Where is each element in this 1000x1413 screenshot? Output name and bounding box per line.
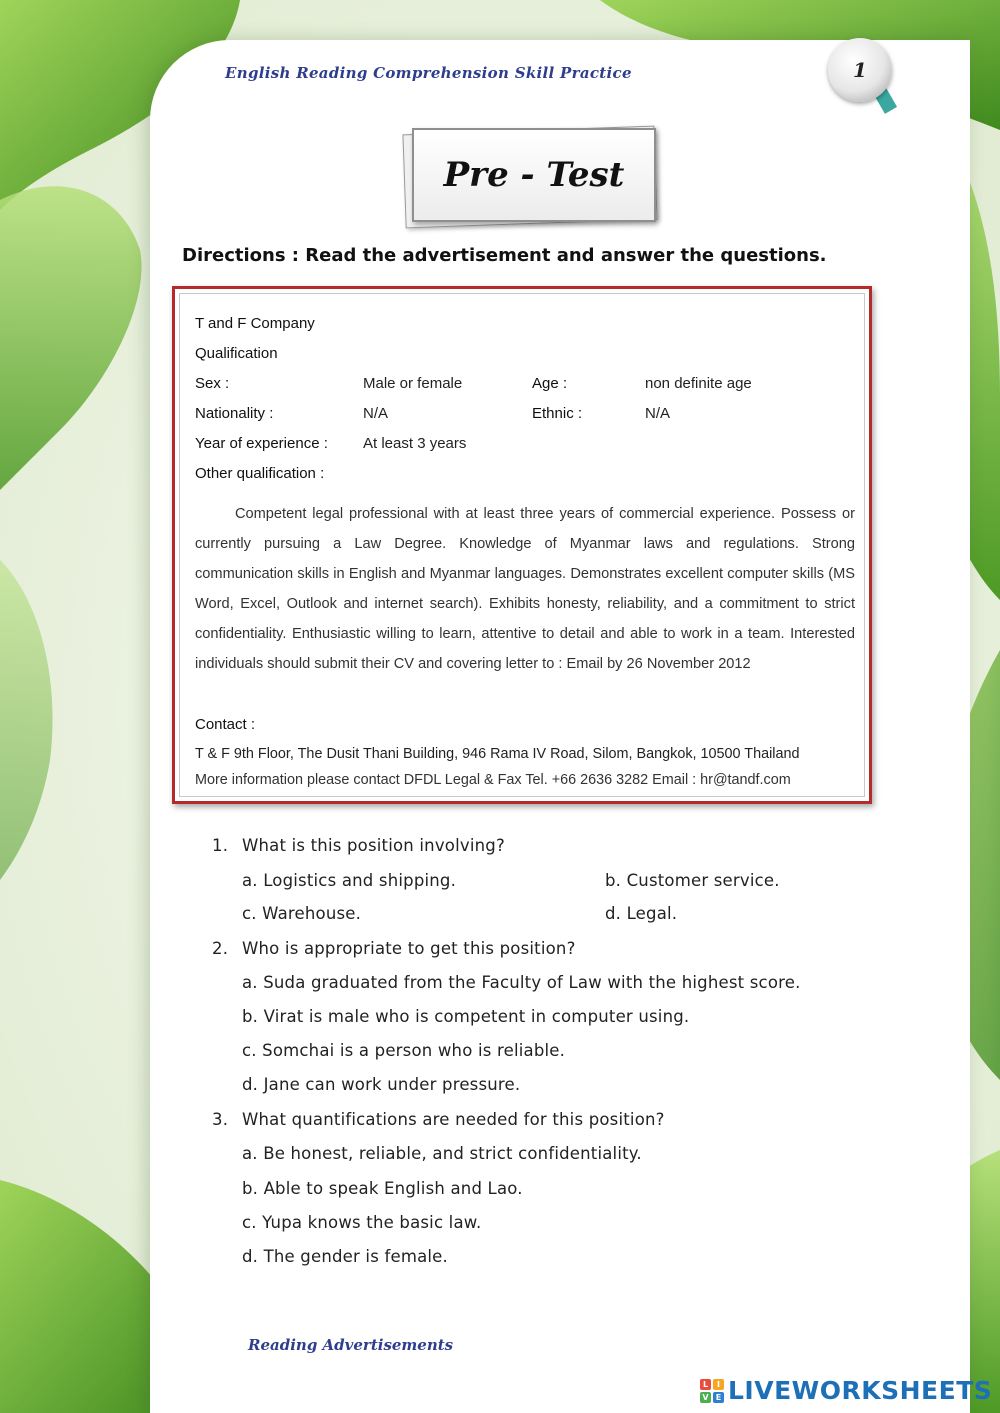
- nationality-label: Nationality :: [195, 405, 274, 422]
- company-name: T and F Company: [195, 315, 315, 332]
- answer-option[interactable]: d. The gender is female.: [242, 1247, 448, 1266]
- question-text: What is this position involving?: [242, 836, 505, 855]
- experience-value: At least 3 years: [363, 435, 467, 452]
- other-qualification-label: Other qualification :: [195, 465, 325, 482]
- page-number-badge: 1: [828, 38, 892, 102]
- answer-option[interactable]: b. Customer service.: [605, 871, 780, 890]
- page-title: Pre - Test: [443, 155, 625, 195]
- answer-option[interactable]: a. Suda graduated from the Faculty of Law with the highest score.: [242, 973, 801, 992]
- contact-address: T & F 9th Floor, The Dusit Thani Building, 946 Rama IV Road, Silom, Bangkok, 10500 Thailand: [195, 746, 800, 762]
- answer-option[interactable]: d. Legal.: [605, 904, 678, 923]
- qualification-label: Qualification: [195, 345, 278, 362]
- directions-text: Directions : Read the advertisement and answer the questions.: [182, 245, 827, 266]
- age-label: Age :: [532, 375, 568, 392]
- logo-square: L: [700, 1379, 711, 1390]
- ethnic-value: N/A: [645, 405, 671, 422]
- question-text: What quantifications are needed for this position?: [242, 1110, 665, 1129]
- ethnic-label: Ethnic :: [532, 405, 583, 422]
- contact-label: Contact :: [195, 716, 256, 733]
- series-title: English Reading Comprehension Skill Practice: [225, 64, 632, 82]
- logo-square: V: [700, 1392, 711, 1403]
- answer-option[interactable]: c. Warehouse.: [242, 904, 362, 923]
- nationality-value: N/A: [363, 405, 389, 422]
- answer-option[interactable]: b. Able to speak English and Lao.: [242, 1179, 523, 1198]
- sex-label: Sex :: [195, 375, 230, 392]
- title-card: [412, 128, 656, 222]
- logo-square: E: [713, 1392, 724, 1403]
- logo-text: LIVEWORKSHEETS: [728, 1376, 993, 1405]
- answer-option[interactable]: b. Virat is male who is competent in computer using.: [242, 1007, 690, 1026]
- question-number: 1.: [212, 836, 229, 855]
- sex-value: Male or female: [363, 375, 463, 392]
- logo-square: I: [713, 1379, 724, 1390]
- contact-details: More information please contact DFDL Legal & Fax Tel. +66 2636 3282 Email : hr@tandf.com: [195, 772, 791, 788]
- experience-label: Year of experience :: [195, 435, 328, 452]
- liveworksheets-logo[interactable]: [700, 1376, 992, 1405]
- footer-section-title: Reading Advertisements: [248, 1336, 454, 1354]
- logo-squares: [700, 1379, 724, 1403]
- answer-option[interactable]: a. Logistics and shipping.: [242, 871, 457, 890]
- advertisement-box: [172, 286, 872, 804]
- answer-option[interactable]: c. Somchai is a person who is reliable.: [242, 1041, 566, 1060]
- answer-option[interactable]: d. Jane can work under pressure.: [242, 1075, 521, 1094]
- question-number: 2.: [212, 939, 229, 958]
- answer-option[interactable]: a. Be honest, reliable, and strict confidentiality.: [242, 1144, 642, 1163]
- question-text: Who is appropriate to get this position?: [242, 939, 576, 958]
- age-value: non definite age: [645, 375, 752, 392]
- question-number: 3.: [212, 1110, 229, 1129]
- answer-option[interactable]: c. Yupa knows the basic law.: [242, 1213, 482, 1232]
- qualification-paragraph: Competent legal professional with at least three years of commercial experience. Possess or currently pursuing a Law Degree. Knowledge of Myanmar laws and regulations. Strong communication skills in English and Myanmar languages. Demonstrates excellent computer skills (MS Word, Excel, Outlook and internet search). Exhibits honesty, reliability, and a commitment to strict confidentiality. Enthusiastic willing to learn, attentive to detail and able to work in a team. Interested individuals should submit their CV and covering letter to : Email by 26 November 2012: [195, 506, 855, 672]
